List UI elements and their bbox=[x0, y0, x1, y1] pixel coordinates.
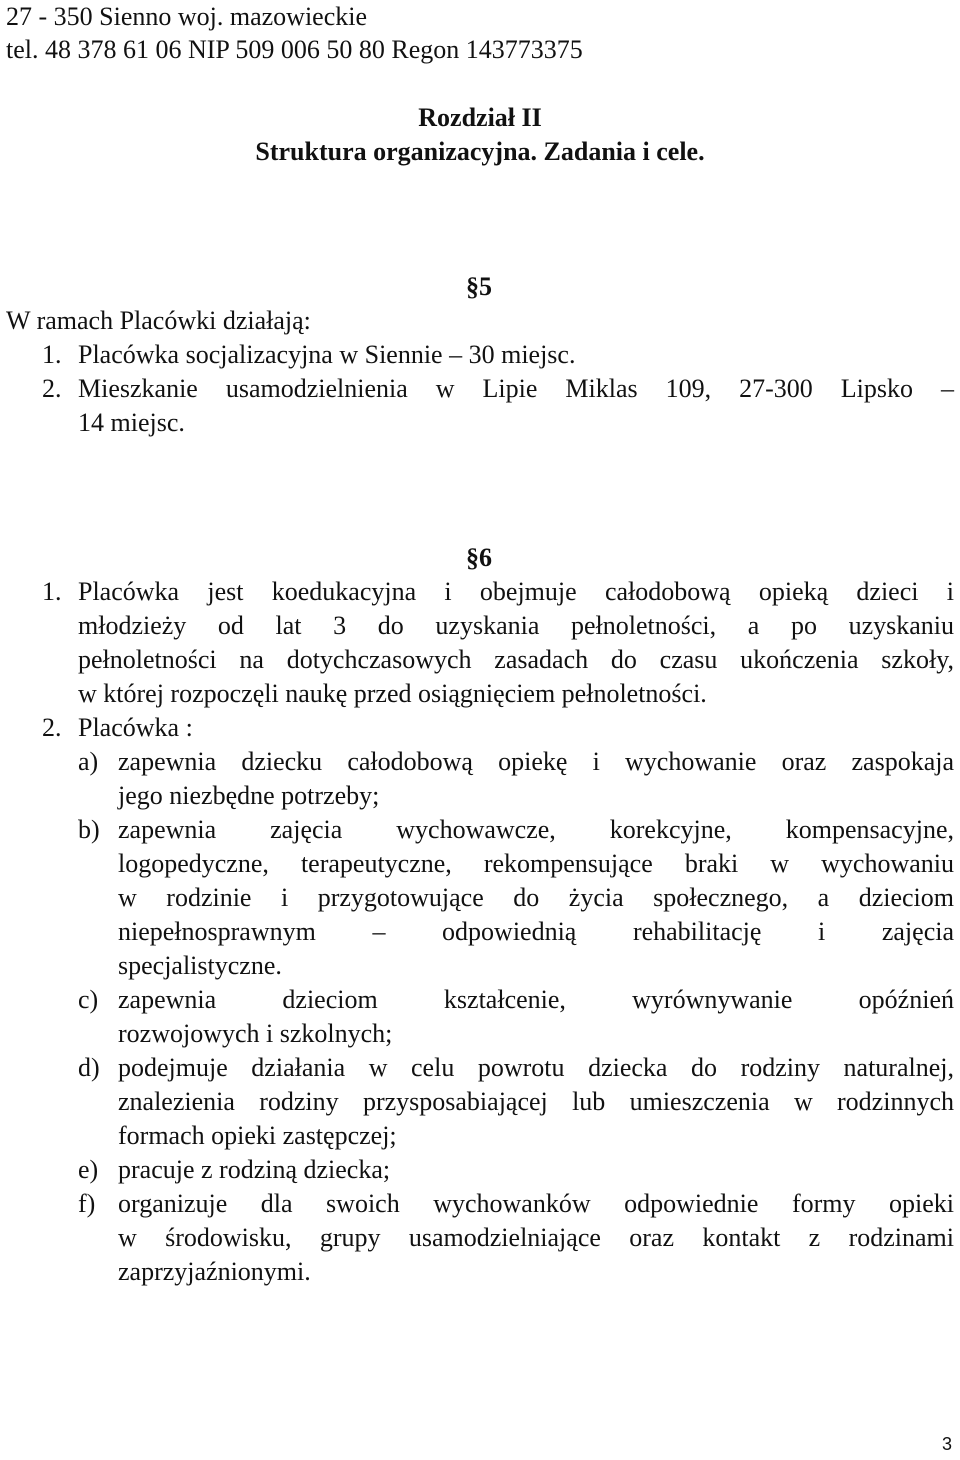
section-5-item-1-number: 1. bbox=[42, 340, 62, 369]
header-address-line-2: tel. 48 378 61 06 NIP 509 006 50 80 Regon 143773375 bbox=[6, 35, 583, 64]
section-sign-icon: § bbox=[466, 272, 479, 301]
list-item-b-line-2: logopedyczne, terapeutyczne, rekompensujące braki w wychowaniu bbox=[118, 849, 954, 878]
section-5-item-2-line-2: 14 miejsc. bbox=[78, 408, 185, 437]
list-item-d-line-3: formach opieki zastępczej; bbox=[118, 1121, 397, 1150]
list-item-c-line-1: zapewnia dzieciom kształcenie, wyrównywanie opóźnień bbox=[118, 985, 954, 1014]
list-item-f-line-3: zaprzyjaźnionymi. bbox=[118, 1257, 311, 1286]
list-item-a-letter: a) bbox=[78, 747, 99, 776]
list-item-b-line-4: niepełnosprawnym – odpowiednią rehabilitację i zajęcia bbox=[118, 917, 954, 946]
list-item-f-line-2: w środowisku, grupy usamodzielniające oraz kontakt z rodzinami bbox=[118, 1223, 954, 1252]
list-item-a-line-2: jego niezbędne potrzeby; bbox=[118, 781, 380, 810]
list-item-b-letter: b) bbox=[78, 815, 100, 844]
list-item-f-line-1: organizuje dla swoich wychowanków odpowiednie formy opieki bbox=[118, 1189, 954, 1218]
section-6-p1-line-4: w której rozpoczęli naukę przed osiągnięciem pełnoletności. bbox=[78, 679, 707, 708]
section-6-p1-line-3: pełnoletności na dotychczasowych zasadach do czasu ukończenia szkoły, bbox=[78, 645, 954, 674]
section-6-p2-lead: Placówka : bbox=[78, 713, 193, 742]
section-5-item-2-line-1: Mieszkanie usamodzielnienia w Lipie Miklas 109, 27-300 Lipsko – bbox=[78, 374, 954, 403]
section-6-p2-number: 2. bbox=[42, 713, 62, 742]
section-sign-icon: § bbox=[466, 543, 479, 572]
section-5-item-2-number: 2. bbox=[42, 374, 62, 403]
list-item-c-line-2: rozwojowych i szkolnych; bbox=[118, 1019, 393, 1048]
section-6-p1-line-2: młodzieży od lat 3 do uzyskania pełnoletności, a po uzyskaniu bbox=[78, 611, 954, 640]
list-item-d-letter: d) bbox=[78, 1053, 100, 1082]
list-item-d-line-1: podejmuje działania w celu powrotu dziecka do rodziny naturalnej, bbox=[118, 1053, 954, 1082]
list-item-b-line-1: zapewnia zajęcia wychowawcze, korekcyjne, kompensacyjne, bbox=[118, 815, 954, 844]
list-item-c-letter: c) bbox=[78, 985, 99, 1014]
list-item-b-line-3: w rodzinie i przygotowujące do życia społecznego, a dzieciom bbox=[118, 883, 954, 912]
list-item-e-line-1: pracuje z rodziną dziecka; bbox=[118, 1155, 391, 1184]
section-5-intro: W ramach Placówki działają: bbox=[6, 306, 311, 335]
list-item-a-line-1: zapewnia dziecku całodobową opiekę i wychowanie oraz zaspokaja bbox=[118, 747, 954, 776]
section-5-mark: §5 bbox=[466, 272, 492, 301]
chapter-title: Rozdział II bbox=[418, 103, 542, 132]
section-5-item-1-text: Placówka socjalizacyjna w Siennie – 30 miejsc. bbox=[78, 340, 576, 369]
list-item-b-line-5: specjalistyczne. bbox=[118, 951, 282, 980]
list-item-f-letter: f) bbox=[78, 1189, 96, 1218]
section-6-mark: §6 bbox=[466, 543, 492, 572]
header-address-line-1: 27 - 350 Sienno woj. mazowieckie bbox=[6, 2, 368, 31]
chapter-subtitle: Struktura organizacyjna. Zadania i cele. bbox=[255, 137, 705, 166]
list-item-d-line-2: znalezienia rodziny przysposabiającej lub umieszczenia w rodzinnych bbox=[118, 1087, 954, 1116]
page-number: 3 bbox=[941, 1434, 952, 1454]
section-6-p1-line-1: Placówka jest koedukacyjna i obejmuje całodobową opieką dzieci i bbox=[78, 577, 954, 606]
section-6-p1-number: 1. bbox=[42, 577, 62, 606]
list-item-e-letter: e) bbox=[78, 1155, 99, 1184]
